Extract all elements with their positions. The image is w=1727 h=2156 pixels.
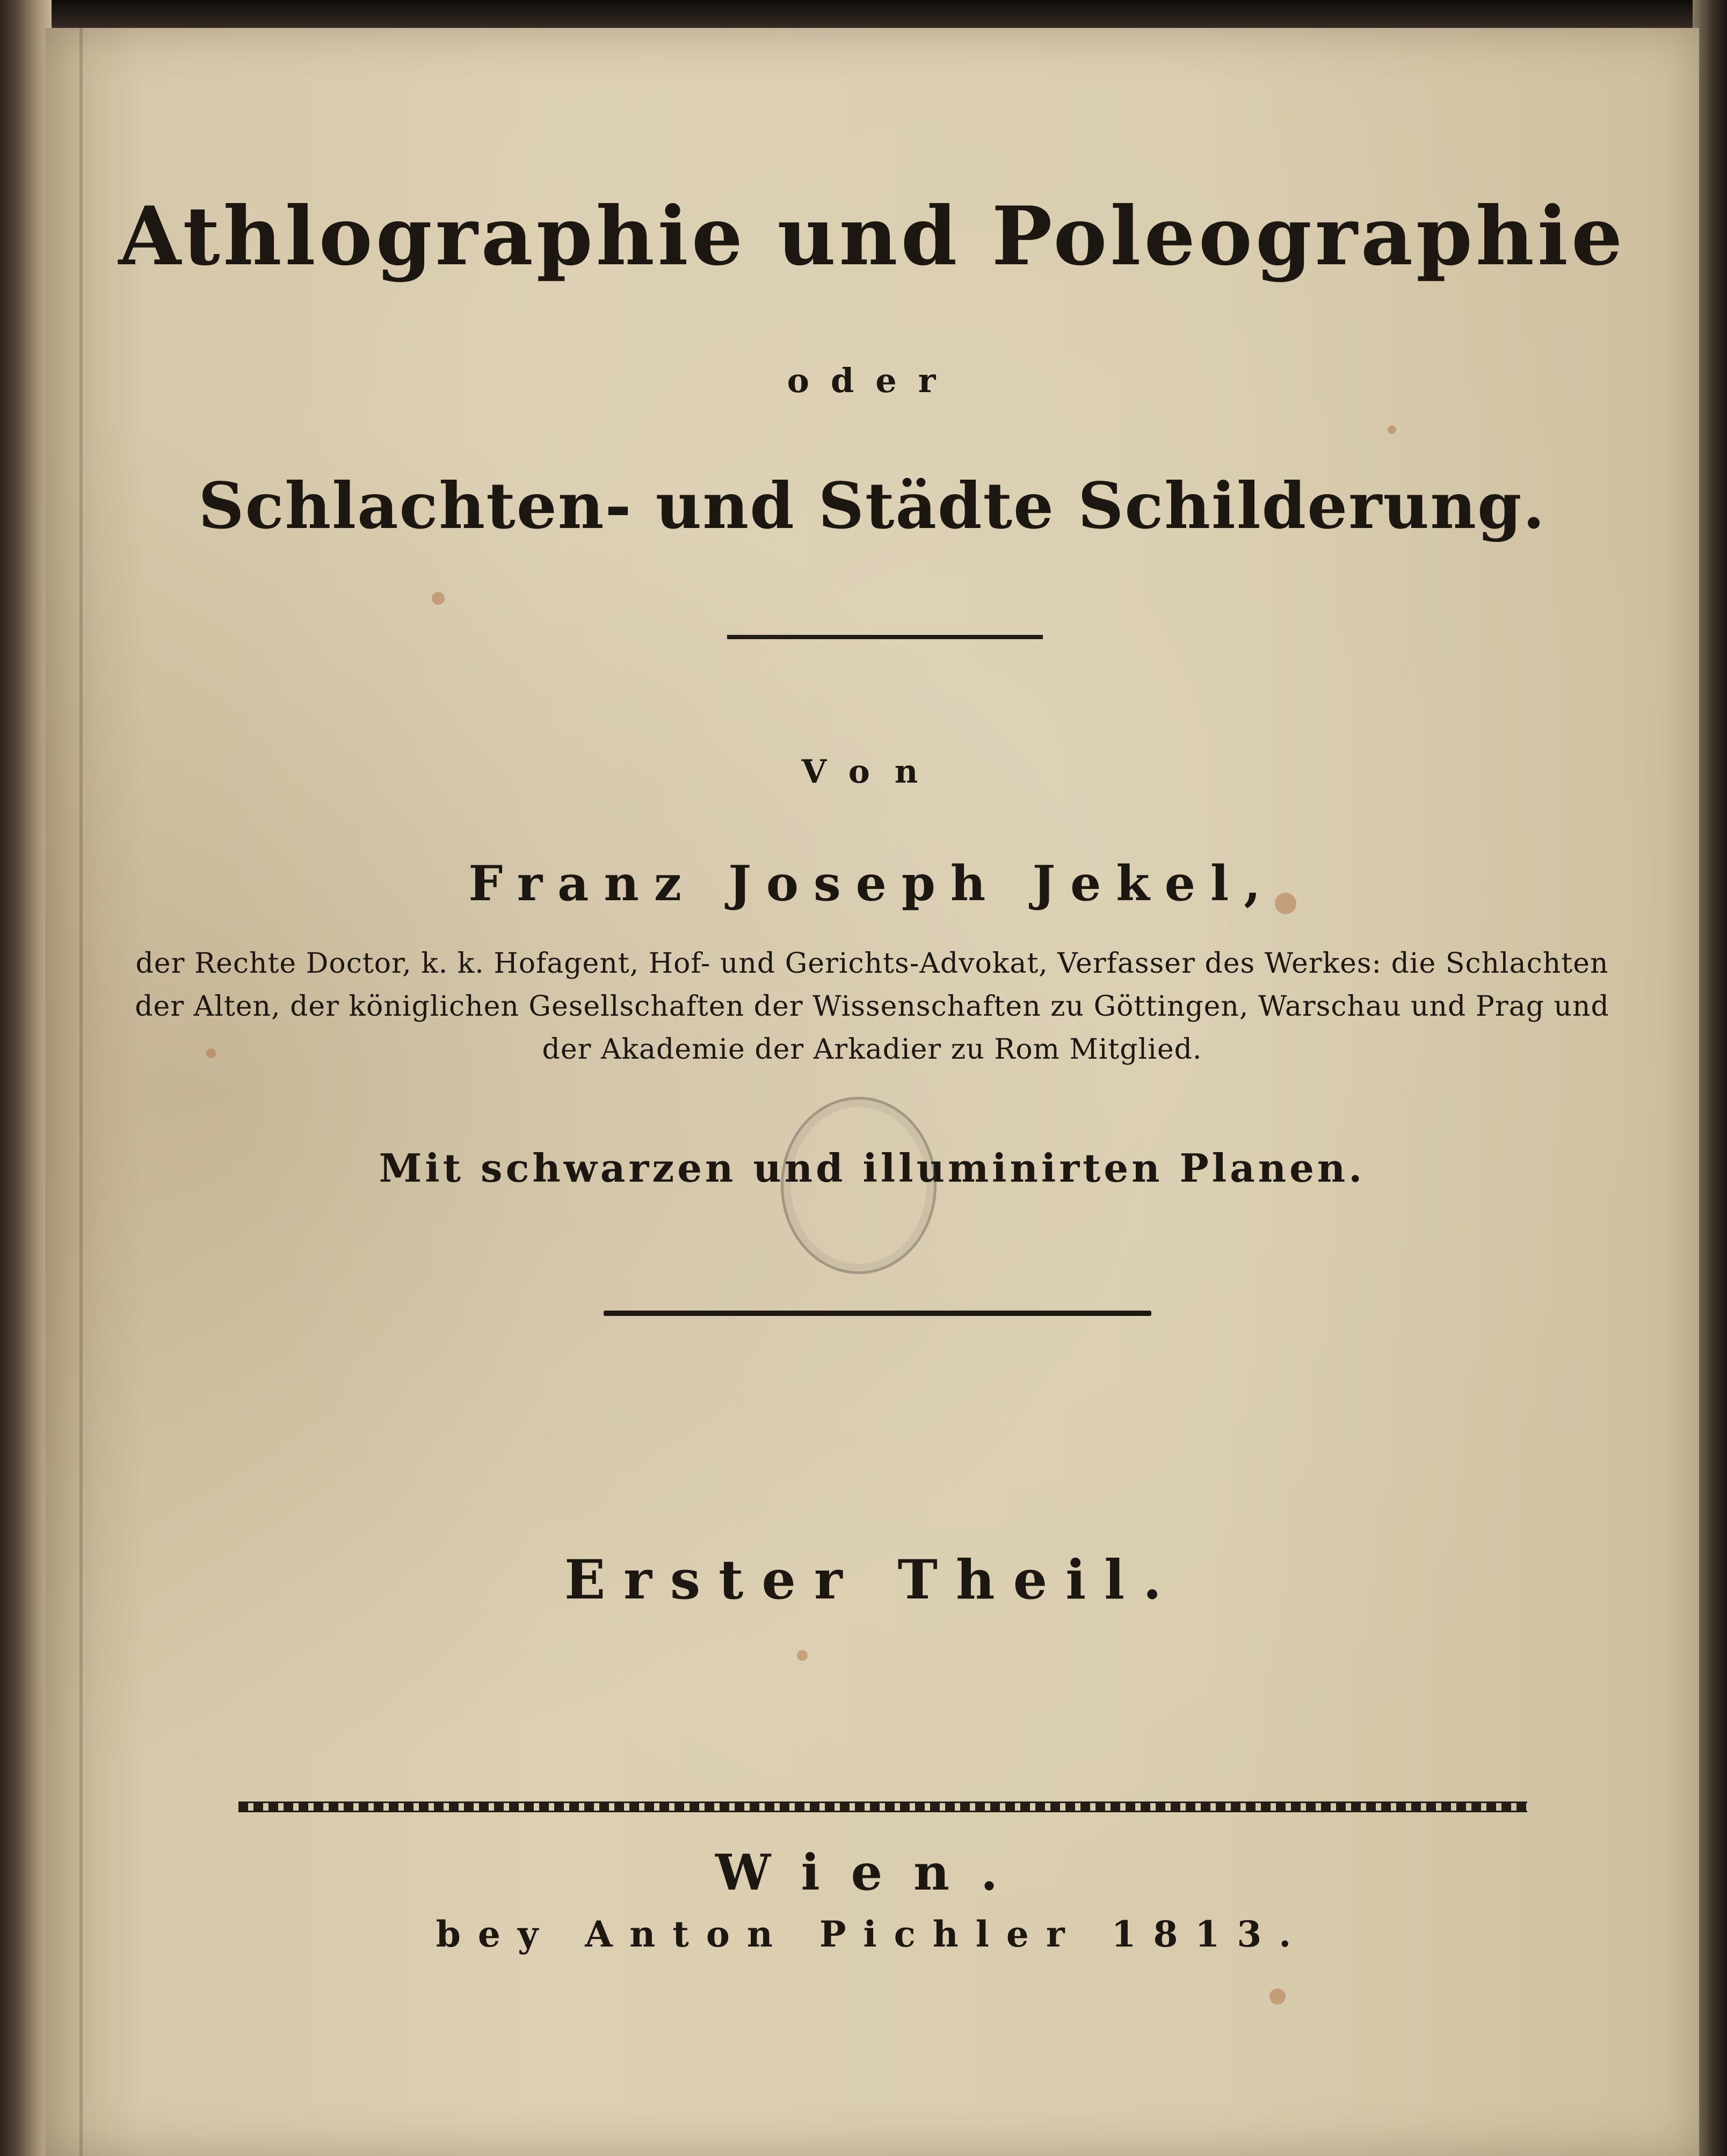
foxing-spot bbox=[1269, 1988, 1286, 2005]
author-credentials-line-3: der Akademie der Arkadier zu Rom Mitglied. bbox=[542, 1033, 1202, 1066]
page-fold bbox=[79, 28, 83, 2156]
divider-rule-middle bbox=[604, 1311, 1151, 1316]
foxing-spot bbox=[432, 592, 445, 605]
divider-rule-top bbox=[727, 635, 1043, 639]
book-subtitle: Schlachten- und Städte Schilderung. bbox=[198, 468, 1546, 543]
foxing-spot bbox=[206, 1048, 216, 1058]
publisher-imprint: bey Anton Pichler 1813. bbox=[436, 1913, 1309, 1955]
publication-place: Wien. bbox=[715, 1843, 1029, 1901]
library-stamp bbox=[781, 1097, 937, 1274]
title-page bbox=[45, 28, 1699, 2156]
top-edge-shadow bbox=[0, 0, 1727, 31]
plans-note: Mit schwarzen und illuminirten Planen. bbox=[379, 1145, 1366, 1191]
author-credentials-line-2: der Alten, der königlichen Gesellschaften der Wissenschaften zu Göttingen, Warschau und Prag und bbox=[135, 990, 1609, 1023]
volume-label: Erster Theil. bbox=[564, 1548, 1180, 1611]
author-name: Franz Joseph Jekel, bbox=[468, 855, 1276, 912]
foxing-spot bbox=[1388, 425, 1396, 434]
title-connector: oder bbox=[787, 361, 957, 400]
foxing-spot bbox=[797, 1650, 808, 1661]
book-spine bbox=[0, 0, 52, 2156]
book-title: Athlographie und Poleographie bbox=[118, 189, 1626, 284]
author-credentials-line-1: der Rechte Doctor, k. k. Hofagent, Hof- und Gerichts-Advokat, Verfasser des Werkes: die Schlachten bbox=[135, 947, 1609, 980]
ornamental-rule bbox=[238, 1802, 1527, 1812]
foxing-spot bbox=[1275, 893, 1296, 914]
by-label: Von bbox=[801, 753, 943, 791]
